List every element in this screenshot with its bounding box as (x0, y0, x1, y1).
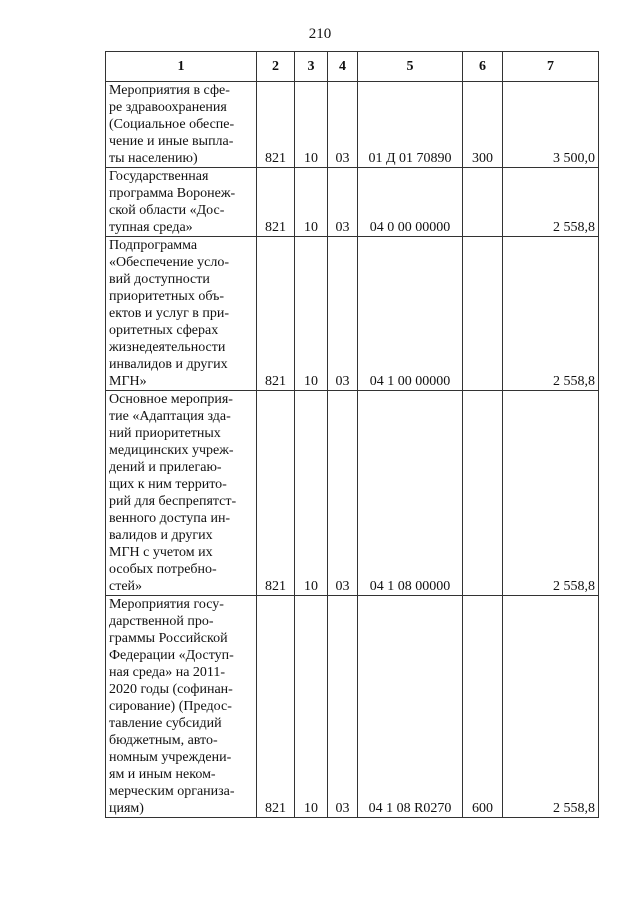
item-name-line: Федерации «Доступ- (109, 648, 234, 663)
expense-type-cell (463, 237, 503, 391)
item-name-line: оритетных сферах (109, 323, 219, 338)
item-name-line: особых потребно- (109, 562, 217, 577)
item-name-line: циям) (109, 801, 144, 816)
item-name-line: (Социальное обеспе- (109, 117, 235, 132)
item-name-line: чение и иные выпла- (109, 134, 234, 149)
section-code-cell: 10 (295, 82, 328, 168)
table-row (106, 391, 599, 596)
item-name-line: венного доступа ин- (109, 511, 231, 526)
amount-cell: 2 558,8 (503, 596, 599, 818)
amount-cell: 2 558,8 (503, 168, 599, 237)
expense-type-cell: 300 (463, 82, 503, 168)
item-name-line: 2020 годы (софинан- (109, 682, 233, 697)
section-code-cell: 10 (295, 596, 328, 818)
target-article-cell: 01 Д 01 70890 (358, 82, 463, 168)
target-article-cell: 04 1 08 00000 (358, 391, 463, 596)
target-article-cell: 04 1 00 00000 (358, 237, 463, 391)
subsection-code-cell: 03 (328, 168, 358, 237)
header-col-6: 6 (463, 52, 503, 82)
table-row (106, 82, 599, 168)
item-name-cell (106, 391, 257, 596)
subsection-code-cell: 03 (328, 391, 358, 596)
header-col-3: 3 (295, 52, 328, 82)
ministry-code-cell: 821 (257, 596, 295, 818)
subsection-code-cell: 03 (328, 596, 358, 818)
item-name-line: ний приоритетных (109, 426, 221, 441)
expense-type-cell (463, 391, 503, 596)
item-name-cell (106, 82, 257, 168)
table-row (106, 168, 599, 237)
item-name-line: ре здравоохранения (109, 100, 227, 115)
budget-table (105, 51, 599, 818)
ministry-code-cell: 821 (257, 237, 295, 391)
item-name-line: стей» (109, 579, 143, 594)
item-name-line: Мероприятия госу- (109, 597, 224, 612)
item-name-line: МГН» (109, 374, 147, 389)
ministry-code-cell: 821 (257, 168, 295, 237)
item-name-line: сирование) (Предос- (109, 699, 232, 714)
item-name-line: дарственной про- (109, 614, 214, 629)
amount-cell: 3 500,0 (503, 82, 599, 168)
amount-cell: 2 558,8 (503, 391, 599, 596)
header-col-1: 1 (106, 52, 257, 82)
amount-cell: 2 558,8 (503, 237, 599, 391)
item-name-line: щих к ним террито- (109, 477, 227, 492)
target-article-cell: 04 0 00 00000 (358, 168, 463, 237)
item-name-line: ная среда» на 2011- (109, 665, 226, 680)
item-name-line: жизнедеятельности (109, 340, 226, 355)
item-name-line: ты населению) (109, 151, 198, 166)
header-col-7: 7 (503, 52, 599, 82)
item-name-line: «Обеспечение усло- (109, 255, 229, 270)
item-name-line: дений и прилегаю- (109, 460, 222, 475)
item-name-line: тупная среда» (109, 220, 193, 235)
item-name-line: Мероприятия в сфе- (109, 83, 230, 98)
section-code-cell: 10 (295, 391, 328, 596)
ministry-code-cell: 821 (257, 391, 295, 596)
expense-type-cell (463, 168, 503, 237)
header-col-4: 4 (328, 52, 358, 82)
item-name-line: тие «Адаптация зда- (109, 409, 231, 424)
item-name-line: тавление субсидий (109, 716, 222, 731)
expense-type-cell: 600 (463, 596, 503, 818)
item-name-line: Подпрограмма (109, 238, 198, 253)
item-name-line: граммы Российской (109, 631, 228, 646)
ministry-code-cell: 821 (257, 82, 295, 168)
section-code-cell: 10 (295, 237, 328, 391)
subsection-code-cell: 03 (328, 237, 358, 391)
item-name-cell (106, 237, 257, 391)
item-name-cell (106, 168, 257, 237)
table-row (106, 596, 599, 818)
item-name-line: номным учреждени- (109, 750, 232, 765)
item-name-line: ям и иным неком- (109, 767, 216, 782)
header-col-5: 5 (358, 52, 463, 82)
section-code-cell: 10 (295, 168, 328, 237)
item-name-line: МГН с учетом их (109, 545, 213, 560)
item-name-line: вий доступности (109, 272, 210, 287)
item-name-line: ектов и услуг в при- (109, 306, 230, 321)
item-name-line: валидов и других (109, 528, 213, 543)
item-name-line: приоритетных объ- (109, 289, 225, 304)
item-name-line: Основное мероприя- (109, 392, 233, 407)
page-number: 210 (308, 26, 332, 42)
target-article-cell: 04 1 08 R0270 (358, 596, 463, 818)
item-name-line: Государственная (109, 169, 209, 184)
subsection-code-cell: 03 (328, 82, 358, 168)
item-name-line: бюджетным, авто- (109, 733, 218, 748)
header-row (106, 52, 599, 82)
header-col-2: 2 (257, 52, 295, 82)
item-name-line: рий для беспрепятст- (109, 494, 237, 509)
item-name-line: мерческим организа- (109, 784, 235, 799)
item-name-line: медицинских учреж- (109, 443, 234, 458)
item-name-line: программа Воронеж- (109, 186, 236, 201)
item-name-cell (106, 596, 257, 818)
item-name-line: ской области «Дос- (109, 203, 225, 218)
table-row (106, 237, 599, 391)
item-name-line: инвалидов и других (109, 357, 228, 372)
